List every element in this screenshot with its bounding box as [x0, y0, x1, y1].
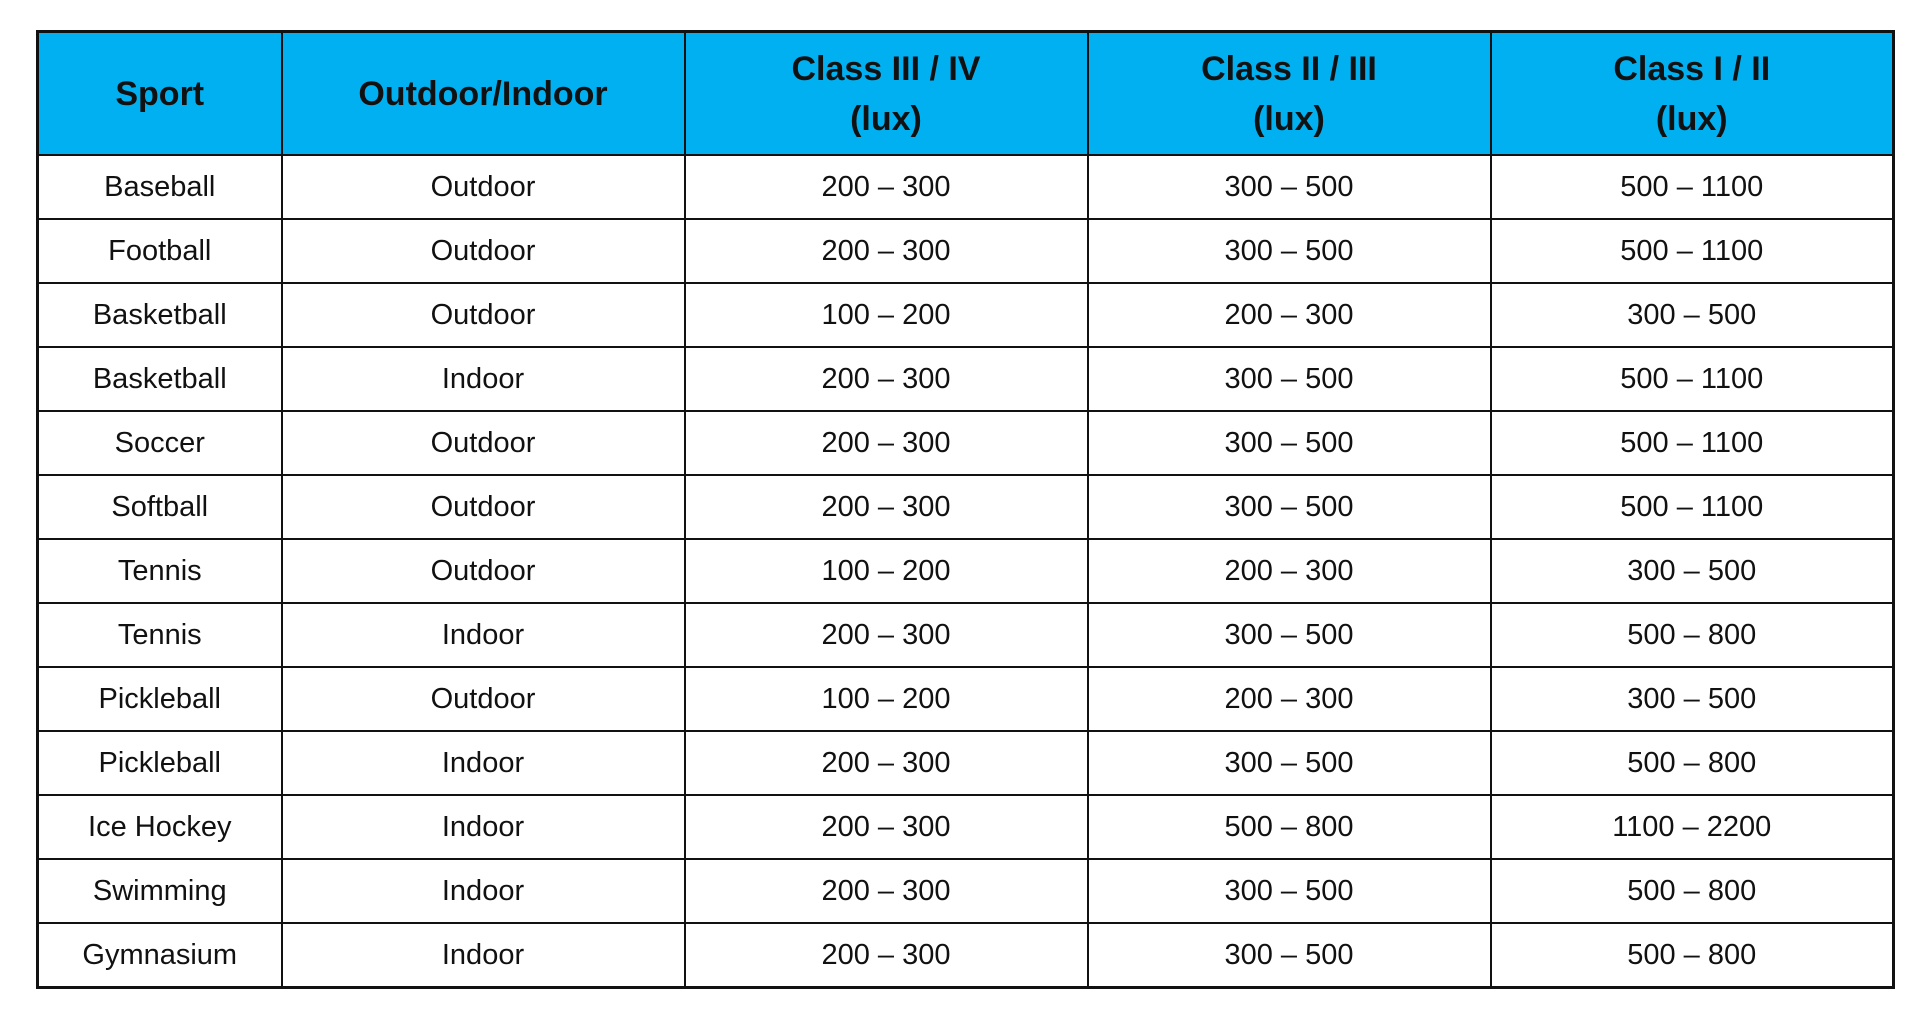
table-row	[38, 859, 1894, 923]
cell-class-i-ii: 300 – 500	[1491, 539, 1894, 603]
cell-outdoor-indoor: Outdoor	[282, 411, 685, 475]
cell-class-ii-iii: 200 – 300	[1088, 539, 1491, 603]
cell-sport: Basketball	[38, 347, 282, 411]
cell-sport: Softball	[38, 475, 282, 539]
cell-outdoor-indoor: Indoor	[282, 859, 685, 923]
header-outdoor-indoor	[282, 32, 685, 156]
cell-outdoor-indoor: Indoor	[282, 731, 685, 795]
table-body	[38, 155, 1894, 988]
cell-outdoor-indoor: Outdoor	[282, 155, 685, 219]
cell-sport: Tennis	[38, 603, 282, 667]
cell-sport: Basketball	[38, 283, 282, 347]
cell-class-ii-iii: 300 – 500	[1088, 347, 1491, 411]
cell-sport: Tennis	[38, 539, 282, 603]
cell-outdoor-indoor: Indoor	[282, 923, 685, 988]
cell-class-ii-iii: 200 – 300	[1088, 283, 1491, 347]
cell-outdoor-indoor: Outdoor	[282, 475, 685, 539]
cell-class-i-ii: 1100 – 2200	[1491, 795, 1894, 859]
table-header	[38, 32, 1894, 156]
header-outdoor-indoor-label: Outdoor/Indoor	[358, 74, 608, 113]
table-row	[38, 603, 1894, 667]
header-sport	[38, 32, 282, 156]
cell-class-iii-iv: 200 – 300	[685, 731, 1088, 795]
header-class-i-ii-label: Class I / II	[1613, 49, 1771, 88]
cell-class-i-ii: 500 – 1100	[1491, 475, 1894, 539]
cell-class-i-ii: 500 – 1100	[1491, 155, 1894, 219]
cell-class-iii-iv: 200 – 300	[685, 347, 1088, 411]
cell-sport: Swimming	[38, 859, 282, 923]
cell-class-iii-iv: 200 – 300	[685, 475, 1088, 539]
cell-sport: Baseball	[38, 155, 282, 219]
cell-outdoor-indoor: Outdoor	[282, 283, 685, 347]
cell-class-i-ii: 500 – 1100	[1491, 411, 1894, 475]
cell-sport: Pickleball	[38, 667, 282, 731]
cell-class-i-ii: 500 – 800	[1491, 859, 1894, 923]
cell-sport: Soccer	[38, 411, 282, 475]
table-row	[38, 219, 1894, 283]
table-row	[38, 923, 1894, 988]
header-class-ii-iii	[1088, 32, 1491, 156]
cell-class-iii-iv: 200 – 300	[685, 795, 1088, 859]
table-row	[38, 539, 1894, 603]
cell-class-i-ii: 300 – 500	[1491, 667, 1894, 731]
table-row	[38, 667, 1894, 731]
cell-class-ii-iii: 200 – 300	[1088, 667, 1491, 731]
cell-class-ii-iii: 300 – 500	[1088, 411, 1491, 475]
cell-class-ii-iii: 300 – 500	[1088, 155, 1491, 219]
table-row	[38, 795, 1894, 859]
cell-class-iii-iv: 200 – 300	[685, 155, 1088, 219]
lux-levels-table	[36, 30, 1895, 989]
cell-class-iii-iv: 200 – 300	[685, 923, 1088, 988]
cell-class-i-ii: 500 – 1100	[1491, 219, 1894, 283]
cell-sport: Football	[38, 219, 282, 283]
cell-outdoor-indoor: Indoor	[282, 603, 685, 667]
cell-class-i-ii: 500 – 800	[1491, 923, 1894, 988]
cell-outdoor-indoor: Outdoor	[282, 219, 685, 283]
cell-class-ii-iii: 300 – 500	[1088, 859, 1491, 923]
cell-class-iii-iv: 200 – 300	[685, 859, 1088, 923]
cell-sport: Gymnasium	[38, 923, 282, 988]
cell-sport: Ice Hockey	[38, 795, 282, 859]
header-class-iii-iv	[685, 32, 1088, 156]
cell-class-ii-iii: 300 – 500	[1088, 603, 1491, 667]
table-row	[38, 347, 1894, 411]
cell-class-i-ii: 300 – 500	[1491, 283, 1894, 347]
header-class-ii-iii-unit: (lux)	[1253, 99, 1325, 138]
table-row	[38, 731, 1894, 795]
cell-class-iii-iv: 100 – 200	[685, 283, 1088, 347]
cell-outdoor-indoor: Indoor	[282, 347, 685, 411]
cell-outdoor-indoor: Outdoor	[282, 667, 685, 731]
table-row	[38, 411, 1894, 475]
cell-class-i-ii: 500 – 1100	[1491, 347, 1894, 411]
table-row	[38, 155, 1894, 219]
cell-class-iii-iv: 200 – 300	[685, 603, 1088, 667]
header-class-i-ii	[1491, 32, 1894, 156]
header-class-ii-iii-label: Class II / III	[1201, 49, 1377, 88]
cell-class-iii-iv: 200 – 300	[685, 219, 1088, 283]
table-row	[38, 475, 1894, 539]
table-row	[38, 283, 1894, 347]
header-class-i-ii-unit: (lux)	[1655, 99, 1728, 138]
header-sport-label: Sport	[115, 74, 205, 113]
cell-outdoor-indoor: Indoor	[282, 795, 685, 859]
cell-class-ii-iii: 500 – 800	[1088, 795, 1491, 859]
cell-class-ii-iii: 300 – 500	[1088, 731, 1491, 795]
header-row	[38, 32, 1894, 156]
cell-outdoor-indoor: Outdoor	[282, 539, 685, 603]
header-class-iii-iv-unit: (lux)	[850, 99, 922, 138]
cell-class-iii-iv: 100 – 200	[685, 539, 1088, 603]
cell-class-ii-iii: 300 – 500	[1088, 219, 1491, 283]
cell-class-iii-iv: 200 – 300	[685, 411, 1088, 475]
cell-class-iii-iv: 100 – 200	[685, 667, 1088, 731]
header-class-iii-iv-label: Class III / IV	[791, 49, 981, 88]
cell-class-ii-iii: 300 – 500	[1088, 475, 1491, 539]
cell-sport: Pickleball	[38, 731, 282, 795]
cell-class-ii-iii: 300 – 500	[1088, 923, 1491, 988]
cell-class-i-ii: 500 – 800	[1491, 731, 1894, 795]
cell-class-i-ii: 500 – 800	[1491, 603, 1894, 667]
